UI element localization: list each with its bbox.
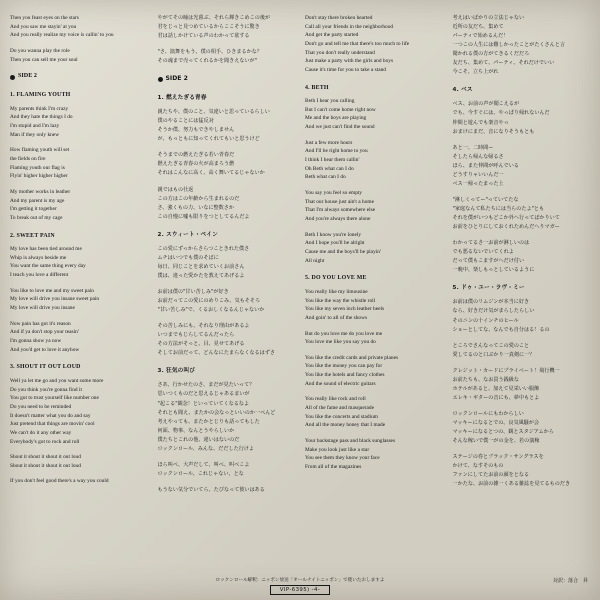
lyric-line: Me and the boys are playing [305, 115, 367, 122]
lyric-stanza [453, 367, 591, 403]
lyric-stanza [10, 320, 148, 355]
lyric-line: the fields on fire [10, 155, 46, 162]
side-label: SIDE 2 [165, 75, 188, 83]
lyric-line: And all the money honey that I made [305, 422, 386, 429]
lyric-line: だって僕もこますがへだけ付い [452, 258, 525, 265]
lyric-line: You like to love me and my sweet pain [10, 287, 94, 294]
lyric-stanza [158, 486, 296, 495]
lyric-line: "淋しくってー"っていてたな [452, 196, 519, 203]
lyric-stanza [305, 354, 443, 389]
lyric-line: 親たちや、僕のこと、気違いと思っているらしい [157, 109, 270, 116]
lyric-line: And you'd get to love it anyhow [10, 346, 80, 353]
lyric-line: 一晩中、楽しもっとしているように [452, 267, 535, 274]
lyric-line: You like the way the whistle roll [305, 297, 376, 304]
lyric-line: If you don't feel good there's a way you could [10, 478, 109, 485]
lyric-line: Just pretend that things are movin' cool [10, 421, 95, 428]
lyric-line: ロックンロール、みんな、だだした行けよ [157, 445, 255, 452]
lyric-line: Then you can sell me your soul [10, 56, 78, 63]
side-marker [158, 74, 296, 85]
lyric-line: You really like my limousine [305, 288, 368, 295]
lyric-stanza [10, 146, 148, 181]
lyric-line: Cause me and the boys'll be playin' [305, 249, 381, 255]
lyric-line: You like the credit cards and private planes [305, 354, 399, 361]
lyric-line: All of the fame and masquerade [305, 405, 375, 412]
lyric-line: Do you need to be reminded [10, 403, 72, 410]
lyric-line: なら、好きだけ気がまらしたらしい [452, 308, 535, 315]
lyric-stanza [453, 14, 591, 77]
lyric-line: クレジット・カードにプライベート！飛行機一 [452, 367, 560, 374]
lyric-line: そんな稼いで僕一がの金を、若の演稼 [452, 438, 540, 445]
lyric-line: マッキーになるとつの、観とスタジアムから [452, 429, 554, 436]
lyric-line: And if ya don't stop your teasin' [10, 329, 79, 336]
lyric-stanza [10, 287, 148, 313]
lyric-line: Then you feast eyes on the stars [10, 15, 79, 21]
lyric-line: Everybody's got to rock and roll [10, 438, 80, 445]
lyric-line: And you saw me stayin' at you [10, 23, 77, 30]
lyric-stanza [158, 186, 296, 222]
lyric-line: It doesn't matter what you do and say [10, 412, 91, 419]
song-title: 5. DO YOU LOVE ME [305, 275, 367, 282]
lyric-line: わかってるさ一お前が淋しいのは [452, 240, 530, 247]
lyric-line: 考えはいばかりの立法じゃない [452, 15, 525, 21]
lyric-line: それはこんなに高く、高く舞いてるじゃないか [157, 170, 265, 177]
lyric-line: Beth what can I do [305, 174, 346, 181]
lyric-line: ロックンロールにもわからしい [452, 411, 524, 418]
lyric-stanza [305, 14, 443, 75]
lyric-line: そしてお前だって、どんなにたまらなくなるはずさ [157, 350, 276, 357]
lyric-line: ベス、お前の声が聞こえるが [452, 101, 520, 108]
lyric-line: You like the money you can pay for [305, 363, 383, 370]
lyric-line: 君をじっと見つめているからここそうに驚き [157, 24, 260, 31]
lyric-line: 仲間と遊んでも楽音やっ [452, 119, 509, 126]
lyric-line: Shout it shout it shout it out loud [10, 462, 81, 469]
lyric-line: ホテルがあると、加えて見栄いい服飾 [452, 385, 540, 392]
lyric-line: And we just can't find the sound [305, 124, 375, 131]
lyric-line: 何面、物事、なんとうやらしいか [157, 427, 235, 434]
lyric-stanza [453, 342, 591, 360]
lyric-stanza [158, 48, 296, 66]
lyrics-column-3 [305, 14, 443, 570]
lyric-line: 親ではもの仕返 [157, 186, 194, 193]
lyric-line: お前は僕の"甘い苦しみ"が好き [157, 289, 229, 295]
lyric-line: 僕たちとこれの他、違いはないのだ [157, 436, 240, 443]
lyric-line: やがてその瞳は光暮ぶ、それら輝きこめこの後が [157, 15, 271, 21]
lyric-line: でも悪るないでいてくれよ [452, 249, 514, 256]
lyrics-column-2-japanese [158, 14, 296, 570]
lyric-line: Flyin' higher higher higher [10, 173, 68, 180]
lyric-line: エレキ・ギターの音にも、夢中もとよ [452, 394, 540, 401]
song-title: 2. SWEET PAIN [10, 232, 55, 239]
lyric-line: ムチはいつでも僕のそばに [157, 254, 219, 261]
lyric-line: Oh Beth what can I do [305, 165, 354, 172]
lyric-stanza [305, 395, 443, 430]
lyric-line: Just a few more hours [305, 139, 353, 146]
lyric-line: But I can't come home right now [305, 106, 376, 113]
lyric-line: お前たちも、なお買う銭級な [452, 376, 519, 383]
lyric-stanza [10, 47, 148, 64]
song-title: 4. BETH [305, 84, 329, 91]
lyric-line: And goin' to all of the shows [305, 314, 368, 321]
lyric-line: もうない気分でいてら、たびなって彼いはある [157, 487, 265, 494]
lyric-line: But do you love me do you love me [305, 330, 383, 337]
lyric-line: お前は僕のリムジンが本当に好き [452, 299, 530, 306]
lyric-line: ロックンロール、これじゃない、とな [157, 470, 244, 477]
lyric-line: That you don't really understand [305, 49, 375, 56]
side-label: SIDE 2 [18, 73, 37, 80]
catalog-number: VIP-6395) -4- [270, 585, 330, 595]
song-title: 3. SHOUT IT OUT LOUD [10, 364, 81, 371]
lyric-line: この自慢に嘘も限りをつとしてるんだよ [157, 213, 250, 220]
song-title: 1. FLAMING YOUTH [10, 92, 71, 99]
lyric-line: この愛にずっからさらつこときれた僕さ [157, 245, 250, 252]
lyric-line: パーティで始めるんだ！ [452, 33, 509, 40]
lyric-line: "甘い苦しみ"で、くるおしくなるんじゃないか [157, 307, 265, 314]
lyric-line: Now pain has got it's reason [10, 320, 71, 327]
lyric-line: Just make a party with the girls and boys [305, 58, 394, 65]
lyric-line: From all of the magazines [305, 464, 362, 471]
lyric-line: 愛してるのと口ぶかり一真剣に一？ [452, 351, 535, 358]
lyric-line: マッキーになるとでの、良気風騒が会 [452, 420, 540, 427]
lyric-line: そしたら帰んな帰るさ [452, 153, 504, 160]
lyric-line: 燃えたぎる青春の火が高まろう燃 [157, 161, 235, 168]
lyric-line: あと一、二時間ー [452, 144, 494, 151]
lyric-line: And my parent is my age [10, 197, 65, 204]
lyric-line: My love has been tied around me [10, 246, 82, 253]
lyric-line: And I hope you'll be alright [305, 240, 365, 247]
lyric-stanza [453, 196, 591, 232]
lyric-line: Don't stay there broken hearted [305, 15, 373, 21]
lyric-line: I'm getting it together [10, 206, 57, 213]
lyric-line: My parents think I'm crazy [10, 105, 69, 112]
lyric-line: My love will drive you insane sweet pain [10, 296, 100, 303]
lyric-line: Flaming youth our flag is [10, 164, 65, 171]
lyrics-column-1 [10, 14, 148, 570]
lyric-line: この方はこの年齢から生まれるのだ [157, 195, 240, 202]
lyric-line: You love me like you say you do [305, 339, 376, 346]
lyric-line: "さ、演舞をもう、僕の相手、ひきまるかな？ [157, 49, 262, 56]
lyric-line: Shout it shout it shout it out loud [10, 454, 81, 461]
lyric-line: Well ya let me go and you want some more [10, 377, 104, 384]
lyric-line: And you really realize my voice is callin' to you [10, 32, 114, 39]
lyric-line: Don't go and tell me that there's too much to life [305, 40, 410, 47]
lyric-line: それを僕がいつもどこか外へ行ってばかりいて [452, 215, 560, 222]
footer-note: ロックンロール解釈：ニッポン放送「オールナイトニッポン」で使いたおしますよ [215, 578, 385, 583]
lyric-line: ベス一帰ったまった上 [452, 180, 504, 187]
lyric-stanza [305, 330, 443, 347]
lyric-stanza [305, 139, 443, 182]
lyric-line: I'm stupid and I'm lazy [10, 123, 60, 130]
lyric-stanza [10, 245, 148, 280]
lyric-line: Cause it's time for you to take a stand [305, 66, 386, 73]
lyric-line: I think I hear them callin' [305, 157, 360, 164]
lyric-line: I teach you love a different [10, 272, 69, 279]
lyric-line: Do you think you're gonna find it [10, 386, 82, 393]
song-title: 1. 燃えたぎる青春 [157, 95, 207, 102]
lyric-line: Beth I hear you calling [305, 98, 355, 105]
lyrics-column-4-japanese [453, 14, 591, 570]
lyric-stanza [158, 151, 296, 178]
lyric-line: 一かたな、お前の雑一くある雑誌を見てるものだき [452, 481, 571, 488]
lyric-line: My mother works in leather [10, 188, 71, 195]
translator-credit: 対訳：落合 昇 [552, 578, 588, 584]
lyric-line: その苦しみにも、それなり理由があるよ [157, 323, 250, 330]
lyric-line: You like the hotels and fancy clothes [305, 372, 385, 379]
lyric-line: And they hate the things I do [10, 114, 73, 121]
lyric-line: お前をひとりにしておくれためんだへりマガー [452, 224, 560, 231]
lyric-stanza [158, 245, 296, 281]
lyric-line: そのニンの十インチのヒール [452, 317, 519, 324]
lyric-line: How flaming youth will set [10, 147, 70, 154]
lyric-line: You really like rock and roll [305, 396, 366, 403]
lyric-line: You got to trust yourself like number one [10, 395, 99, 402]
lyric-line: That I'm always somewhere else [305, 207, 376, 214]
lyric-line: 僕のやることには猛反対 [157, 118, 214, 125]
lyric-line: You want the same thing every day [10, 263, 86, 270]
lyric-stanza [453, 100, 591, 136]
lyrics-columns [10, 14, 590, 570]
lyric-line: 友だち、集めて、パーティ、それだけでいい [452, 60, 555, 67]
lyric-line: そうか僕、努力もできやしません [157, 127, 235, 134]
bullet-icon [10, 75, 15, 80]
lyric-stanza [10, 453, 148, 470]
lyric-line: 考えやっても、またかとじりも話ってもした [157, 418, 260, 425]
lyric-stanza [158, 14, 296, 41]
lyric-stanza [305, 97, 443, 132]
lyric-stanza [453, 298, 591, 334]
lyric-line: Man if they only knew [10, 131, 60, 138]
lyric-line: "家庭なんて私たちには当らのたよ"とも [452, 206, 545, 213]
lyric-line: My love will drive you insane [10, 305, 75, 312]
song-title: 3. 狂気の叫び [157, 368, 196, 375]
side-marker [10, 72, 148, 82]
lyric-stanza [453, 410, 591, 446]
lyric-stanza [158, 461, 296, 479]
lyric-line: それとも聞え、またかの会なっといいのか一ぺんど [157, 409, 276, 416]
lyric-stanza [10, 105, 148, 140]
lyric-stanza [453, 144, 591, 189]
lyric-line: Beth I know you're lonely [305, 231, 362, 238]
lyric-line: 思いつくものだと思えるじゃあるまいが [157, 391, 250, 398]
lyric-line: "起こる"観念！といっていてくなるなよ [157, 400, 250, 407]
bullet-icon [158, 77, 163, 82]
lyric-line: どうすりゃいいんだ一 [452, 171, 504, 178]
lyric-stanza [305, 437, 443, 472]
lyric-line: でも、今すぐには、やっぱり帰れないんだ [452, 110, 550, 117]
lyric-line: お前だってこの愛にのめりこみ、気もそそろ [157, 298, 261, 305]
lyric-line: 僕は、違った愛かたを教えてあげるよ [157, 272, 245, 279]
lyric-line: さあ、行かせたのさ、まだが見たいって？ [157, 382, 255, 389]
lyric-line: And you're always there alone [305, 216, 371, 223]
song-title: 4. ベス [452, 87, 473, 94]
lyric-stanza [10, 377, 148, 446]
lyric-line: その方法がそっと、目、見せてあげる [157, 341, 245, 348]
lyric-stanza [453, 239, 591, 275]
lyric-line: And I'll be right home to you [305, 148, 368, 155]
lyric-line: ところでさんなってこの愛のこと [452, 342, 530, 349]
song-title: 2. スウィート・ペイン [157, 231, 218, 238]
lyric-line: Your backstage pass and black sunglasses [305, 438, 396, 445]
lyric-stanza [10, 477, 148, 486]
lyric-line: Call all your friends in the neighborhood [305, 23, 394, 30]
page-footer [0, 577, 600, 595]
lyric-line: 毎日、同じことを求めていくお前さん [157, 263, 245, 270]
lyric-line: さ、強くもの力、いなに整数さか [157, 204, 235, 211]
lyric-stanza [10, 14, 148, 40]
lyric-line: ショーとしてな、なんでも自分はる！るの [452, 326, 550, 333]
lyric-line: Make you look just like a star [305, 446, 370, 453]
lyric-line: ステージの券とブラック・サングラスを [452, 454, 544, 461]
lyric-stanza [10, 188, 148, 223]
lyric-stanza [158, 322, 296, 358]
lyric-line: かけて、なすそのもの [452, 463, 504, 470]
lyric-stanza [453, 453, 591, 489]
lyric-line: 君は話しかけている声のわかって欲する [157, 33, 250, 40]
lyric-line: 近所の友だち、集めて [452, 24, 504, 31]
lyric-line: が、もっともに知ってくれてもいと思うけど [157, 136, 260, 143]
lyric-line: ほら叫べ、大声だして、叫べ、叫べこよ [157, 461, 250, 468]
lyric-stanza [158, 288, 296, 315]
lyric-line: And the sound of electric guitars [305, 380, 376, 387]
lyric-line: ファンにしてたお前の顔をとなる [452, 472, 530, 479]
lyric-line: Do you wanna play the role [10, 47, 70, 54]
lyric-line: ほら、また仲間が呼んでいる [452, 162, 519, 169]
song-title: 5. ドゥ・ユー・ラヴ・ミー [452, 285, 525, 292]
lyric-line: To break out of my cage [10, 214, 63, 221]
lyric-stanza [158, 381, 296, 454]
lyric-line: You say you feel so empty [305, 190, 363, 197]
lyric-stanza [305, 231, 443, 266]
lyric-line: その魂まで売ってくれるかを聞きえないが" [157, 58, 258, 65]
lyric-line: 聞かれる僕の方がてきるくだだろ [452, 51, 530, 58]
lyric-line: Whip is always beside me [10, 254, 67, 261]
lyric-line: I'm gonna show ya now [10, 338, 62, 345]
lyric-line: You like my seven inch leather heels [305, 306, 385, 313]
lyric-line: いつまでもじらしてるんだったら [157, 332, 235, 339]
lyric-line: All night [305, 257, 325, 264]
lyric-line: 一つこの人生には難しかったことがたくさんと言 [452, 42, 566, 49]
lyric-line: 今こそ、立ち上がれ [452, 69, 499, 76]
lyric-line: おまけにまだ、音になりそうもとも [452, 128, 535, 135]
lyric-line: We can't do it any other way [10, 429, 72, 436]
lyric-stanza [305, 189, 443, 224]
lyric-line: You like the concerts and stadium [305, 413, 378, 420]
lyric-stanza [158, 108, 296, 144]
lyric-stanza [305, 288, 443, 323]
lyric-line: That our house just ain't a home [305, 198, 374, 205]
lyric-line: そうまでの燃えたぎる若い青春だ [157, 152, 235, 159]
lyric-line: You see them they know your face [305, 455, 380, 462]
lyric-line: And get the party started [305, 32, 359, 39]
